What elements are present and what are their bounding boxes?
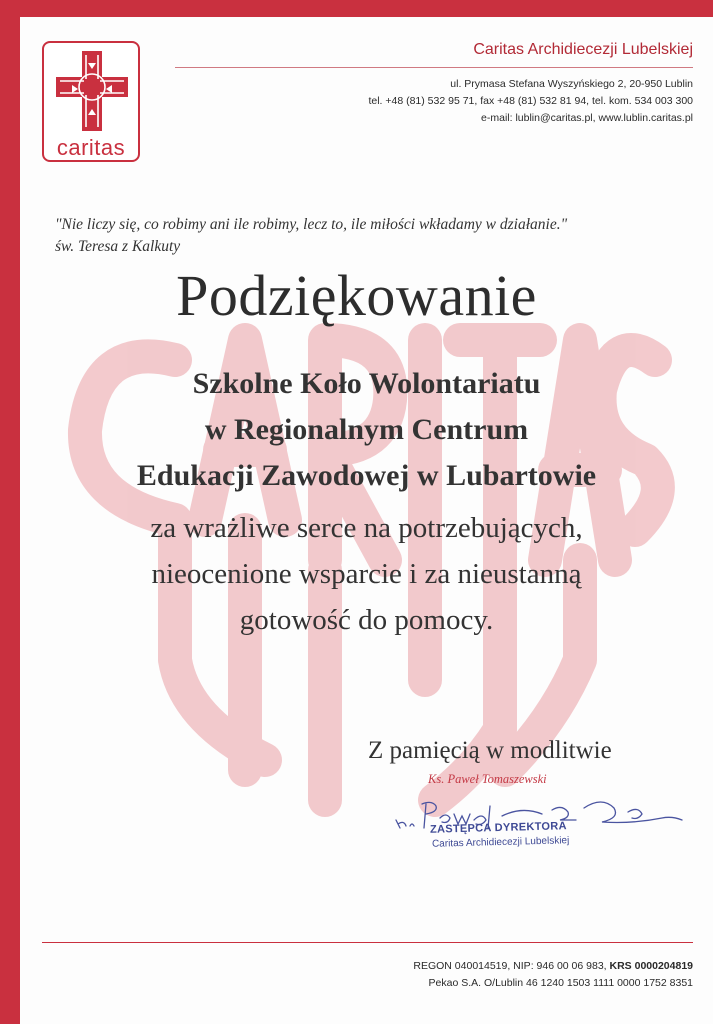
top-red-border (0, 0, 713, 17)
phone-line: tel. +48 (81) 532 95 71, fax +48 (81) 532 81 94, tel. kom. 534 003 300 (368, 95, 693, 107)
quote-author: św. Teresa z Kalkuty (55, 238, 181, 255)
contact-line: e-mail: lublin@caritas.pl, www.lublin.caritas.pl (481, 112, 693, 124)
organization-name: Caritas Archidiecezji Lubelskiej (473, 41, 693, 58)
recipient-line: w Regionalnym Centrum (204, 413, 529, 446)
reason-line: gotowość do pomocy. (239, 604, 494, 636)
stamp-title: ZASTĘPCA DYREKTORA (429, 820, 567, 836)
recipient-line: Edukacji Zawodowej w Lubartowie (136, 459, 597, 492)
reason-line: za wrażliwe serce na potrzebujących, (150, 512, 583, 544)
caritas-logo (42, 41, 140, 162)
logo-wordmark: caritas (56, 135, 126, 160)
signer-name: Ks. Paweł Tomaszewski (428, 772, 547, 786)
quote-text: "Nie liczy się, co robimy ani ile robimy, lecz to, ile miłości wkładamy w działanie." (55, 216, 568, 233)
regon-nip: REGON 040014519, NIP: 946 00 06 983, (413, 960, 610, 972)
left-red-border (0, 0, 20, 1024)
stamp-organization: Caritas Archidiecezji Lubelskiej (431, 835, 570, 850)
bank-account-line: Pekao S.A. O/Lublin 46 1240 1503 1111 0000 1752 8351 (428, 977, 693, 989)
header-divider (175, 67, 693, 68)
registration-line (413, 960, 693, 972)
footer-divider (42, 942, 693, 943)
krs-number: KRS 0000204819 (609, 960, 693, 972)
recipient-line: Szkolne Koło Wolontariatu (192, 367, 541, 400)
closing-phrase: Z pamięcią w modlitwie (368, 737, 612, 764)
certificate-title: Podziękowanie (176, 263, 537, 328)
address-line: ul. Prymasa Stefana Wyszyńskiego 2, 20-950 Lublin (450, 78, 693, 90)
reason-line: nieocenione wsparcie i za nieustanną (151, 558, 582, 590)
caritas-cross-icon (52, 49, 132, 133)
